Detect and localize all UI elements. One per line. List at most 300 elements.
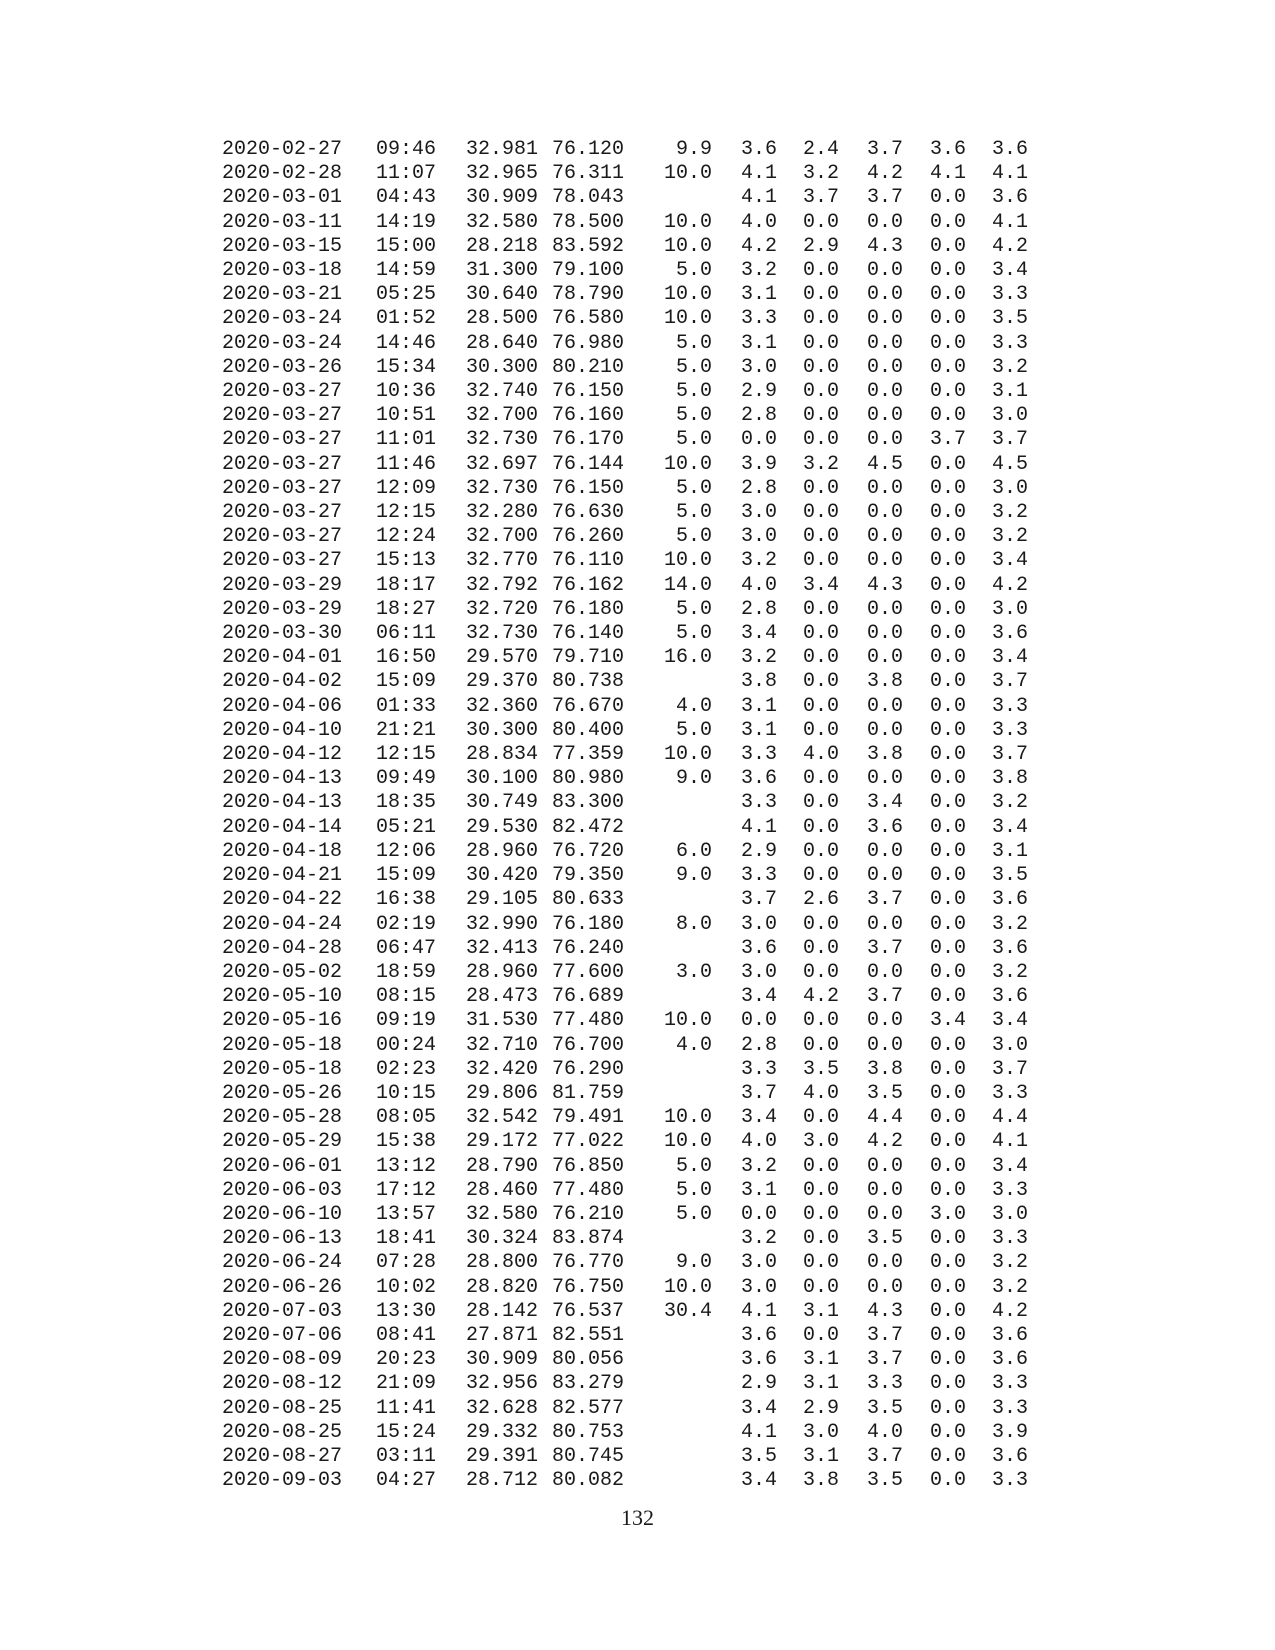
date-cell: 2020-05-29 [222,1130,343,1154]
value-1-cell: 3.0 [740,912,777,936]
latitude-cell: 32.360 [466,694,539,718]
date-cell: 2020-08-25 [222,1396,343,1420]
time-cell: 16:50 [376,646,437,670]
depth-cell: 5.0 [675,380,712,404]
date-cell: 2020-04-13 [222,767,343,791]
value-1-cell: 4.1 [740,1299,777,1323]
longitude-cell: 81.759 [552,1081,625,1105]
date-cell: 2020-04-02 [222,670,343,694]
value-4-cell: 0.0 [929,1444,966,1468]
value-2-cell: 0.0 [802,767,839,791]
value-5-cell: 3.6 [991,1348,1028,1372]
depth-cell: 5.0 [675,259,712,283]
value-3-cell: 4.0 [866,1420,903,1444]
depth-cell [630,888,712,912]
date-cell: 2020-03-30 [222,622,343,646]
value-4-cell: 0.0 [929,283,966,307]
value-4-cell: 0.0 [929,452,966,476]
time-cell: 09:46 [376,138,437,161]
time-cell: 08:15 [376,985,437,1009]
date-cell: 2020-02-27 [222,138,343,161]
value-4-cell: 0.0 [929,234,966,258]
table-row [222,307,1028,331]
table-row [222,1276,1028,1300]
value-4-cell: 0.0 [929,1251,966,1275]
depth-cell: 10.0 [663,283,712,307]
value-3-cell: 4.2 [866,1130,903,1154]
time-cell: 15:34 [376,355,437,379]
depth-cell [630,1082,712,1106]
value-3-cell: 3.8 [866,743,903,767]
value-2-cell: 3.5 [802,1057,839,1081]
value-4-cell: 0.0 [929,670,966,694]
value-1-cell: 2.8 [740,404,777,428]
date-cell: 2020-06-01 [222,1154,343,1178]
date-cell: 2020-05-16 [222,1009,343,1033]
date-cell: 2020-03-26 [222,355,343,379]
value-1-cell: 3.0 [740,1275,777,1299]
date-cell: 2020-03-27 [222,428,343,452]
longitude-cell: 80.633 [552,888,625,912]
date-cell: 2020-05-26 [222,1081,343,1105]
longitude-cell: 83.592 [552,234,625,258]
value-1-cell: 3.4 [740,1106,777,1130]
value-1-cell: 3.5 [740,1444,777,1468]
latitude-cell: 30.324 [466,1227,539,1251]
date-cell: 2020-08-25 [222,1420,343,1444]
value-2-cell: 0.0 [802,670,839,694]
table-row [222,670,1028,694]
time-cell: 14:46 [376,331,437,355]
time-cell: 04:27 [376,1469,437,1493]
latitude-cell: 28.142 [466,1299,539,1323]
value-5-cell: 3.2 [991,501,1028,525]
time-cell: 21:09 [376,1372,437,1396]
value-1-cell: 0.0 [740,428,777,452]
value-5-cell: 3.2 [991,1275,1028,1299]
depth-cell: 5.0 [675,428,712,452]
date-cell: 2020-04-14 [222,815,343,839]
latitude-cell: 30.749 [466,791,539,815]
latitude-cell: 32.697 [466,452,539,476]
depth-cell: 30.4 [663,1299,712,1323]
time-cell: 05:21 [376,815,437,839]
depth-cell: 10.0 [663,1106,712,1130]
value-3-cell: 3.7 [866,985,903,1009]
value-4-cell: 0.0 [929,694,966,718]
depth-cell [630,1421,712,1445]
longitude-cell: 76.120 [552,138,625,161]
depth-cell [630,1348,712,1372]
value-1-cell: 3.1 [740,718,777,742]
value-5-cell: 3.2 [991,791,1028,815]
table-row [222,1300,1028,1324]
date-cell: 2020-03-11 [222,210,343,234]
longitude-cell: 77.480 [552,1009,625,1033]
table-row [222,791,1028,815]
value-2-cell: 0.0 [802,1275,839,1299]
value-5-cell: 3.3 [991,1469,1028,1493]
value-3-cell: 3.5 [866,1227,903,1251]
value-4-cell: 0.0 [929,259,966,283]
depth-cell: 10.0 [663,210,712,234]
value-5-cell: 4.1 [991,210,1028,234]
value-4-cell: 0.0 [929,1033,966,1057]
value-5-cell: 3.7 [991,428,1028,452]
latitude-cell: 29.172 [466,1130,539,1154]
latitude-cell: 30.420 [466,864,539,888]
latitude-cell: 30.909 [466,186,539,210]
longitude-cell: 76.537 [552,1299,625,1323]
value-2-cell: 0.0 [802,307,839,331]
date-cell: 2020-03-15 [222,234,343,258]
value-1-cell: 3.2 [740,646,777,670]
value-3-cell: 0.0 [866,960,903,984]
longitude-cell: 76.240 [552,936,625,960]
date-cell: 2020-04-13 [222,791,343,815]
latitude-cell: 30.640 [466,283,539,307]
longitude-cell: 76.150 [552,380,625,404]
value-3-cell: 4.2 [866,162,903,186]
value-3-cell: 0.0 [866,1202,903,1226]
value-5-cell: 3.6 [991,936,1028,960]
time-cell: 18:35 [376,791,437,815]
value-1-cell: 3.7 [740,1081,777,1105]
value-3-cell: 0.0 [866,718,903,742]
value-2-cell: 0.0 [802,718,839,742]
value-5-cell: 3.6 [991,1323,1028,1347]
value-3-cell: 3.4 [866,791,903,815]
depth-cell: 5.0 [675,718,712,742]
time-cell: 14:59 [376,259,437,283]
latitude-cell: 32.990 [466,912,539,936]
table-row [222,1251,1028,1275]
value-3-cell: 0.0 [866,1275,903,1299]
value-2-cell: 0.0 [802,428,839,452]
value-2-cell: 0.0 [802,597,839,621]
value-1-cell: 3.9 [740,452,777,476]
longitude-cell: 76.170 [552,428,625,452]
value-2-cell: 0.0 [802,1178,839,1202]
value-1-cell: 4.2 [740,234,777,258]
date-cell: 2020-06-10 [222,1202,343,1226]
time-cell: 12:06 [376,839,437,863]
table-row [222,598,1028,622]
value-1-cell: 3.6 [740,767,777,791]
time-cell: 00:24 [376,1033,437,1057]
value-5-cell: 3.0 [991,1202,1028,1226]
table-row [222,1227,1028,1251]
date-cell: 2020-03-27 [222,525,343,549]
latitude-cell: 32.792 [466,573,539,597]
table-row [222,1009,1028,1033]
value-2-cell: 0.0 [802,355,839,379]
value-4-cell: 0.0 [929,936,966,960]
value-3-cell: 0.0 [866,380,903,404]
value-1-cell: 3.6 [740,1323,777,1347]
depth-cell [630,1324,712,1348]
longitude-cell: 77.600 [552,960,625,984]
value-1-cell: 3.3 [740,307,777,331]
latitude-cell: 32.700 [466,525,539,549]
depth-cell [630,1058,712,1082]
latitude-cell: 28.960 [466,839,539,863]
depth-cell: 5.0 [675,622,712,646]
longitude-cell: 79.100 [552,259,625,283]
latitude-cell: 29.570 [466,646,539,670]
value-2-cell: 0.0 [802,622,839,646]
table-row [222,1155,1028,1179]
value-2-cell: 3.1 [802,1444,839,1468]
value-5-cell: 3.3 [991,283,1028,307]
value-2-cell: 2.9 [802,234,839,258]
time-cell: 01:52 [376,307,437,331]
time-cell: 14:19 [376,210,437,234]
value-2-cell: 0.0 [802,960,839,984]
depth-cell: 9.9 [675,138,712,161]
value-2-cell: 0.0 [802,1202,839,1226]
value-3-cell: 3.7 [866,138,903,161]
value-3-cell: 3.6 [866,815,903,839]
table-row [222,695,1028,719]
table-row [222,816,1028,840]
value-1-cell: 2.9 [740,1372,777,1396]
time-cell: 03:11 [376,1444,437,1468]
value-4-cell: 0.0 [929,476,966,500]
table-row [222,1421,1028,1445]
date-cell: 2020-09-03 [222,1469,343,1493]
latitude-cell: 32.956 [466,1372,539,1396]
longitude-cell: 80.082 [552,1469,625,1493]
longitude-cell: 76.689 [552,985,625,1009]
latitude-cell: 28.800 [466,1251,539,1275]
longitude-cell: 82.472 [552,815,625,839]
value-4-cell: 0.0 [929,718,966,742]
value-2-cell: 4.2 [802,985,839,1009]
table-row [222,1106,1028,1130]
date-cell: 2020-03-24 [222,307,343,331]
latitude-cell: 29.806 [466,1081,539,1105]
table-row [222,477,1028,501]
value-4-cell: 0.0 [929,791,966,815]
depth-cell: 6.0 [675,839,712,863]
latitude-cell: 32.580 [466,210,539,234]
date-cell: 2020-05-10 [222,985,343,1009]
value-5-cell: 4.2 [991,1299,1028,1323]
depth-cell: 10.0 [663,1275,712,1299]
depth-cell [630,1469,712,1493]
longitude-cell: 76.162 [552,573,625,597]
latitude-cell: 27.871 [466,1323,539,1347]
latitude-cell: 28.500 [466,307,539,331]
value-3-cell: 0.0 [866,1251,903,1275]
date-cell: 2020-03-27 [222,452,343,476]
value-4-cell: 0.0 [929,622,966,646]
depth-cell: 10.0 [663,1130,712,1154]
value-2-cell: 3.4 [802,573,839,597]
date-cell: 2020-03-24 [222,331,343,355]
date-cell: 2020-03-18 [222,259,343,283]
latitude-cell: 32.420 [466,1057,539,1081]
longitude-cell: 76.144 [552,452,625,476]
latitude-cell: 28.460 [466,1178,539,1202]
value-4-cell: 0.0 [929,1081,966,1105]
longitude-cell: 76.630 [552,501,625,525]
value-3-cell: 0.0 [866,404,903,428]
value-3-cell: 0.0 [866,210,903,234]
value-4-cell: 0.0 [929,767,966,791]
value-5-cell: 3.8 [991,767,1028,791]
table-row [222,1058,1028,1082]
value-5-cell: 3.2 [991,1251,1028,1275]
latitude-cell: 32.542 [466,1106,539,1130]
table-row [222,1397,1028,1421]
value-5-cell: 3.5 [991,307,1028,331]
value-3-cell: 3.7 [866,888,903,912]
value-4-cell: 0.0 [929,597,966,621]
latitude-cell: 30.300 [466,718,539,742]
date-cell: 2020-03-27 [222,404,343,428]
value-1-cell: 4.1 [740,1420,777,1444]
table-row [222,380,1028,404]
value-1-cell: 3.3 [740,1057,777,1081]
longitude-cell: 76.700 [552,1033,625,1057]
depth-cell [630,985,712,1009]
time-cell: 02:19 [376,912,437,936]
value-3-cell: 3.7 [866,1444,903,1468]
value-2-cell: 4.0 [802,1081,839,1105]
value-3-cell: 0.0 [866,1009,903,1033]
depth-cell: 9.0 [675,1251,712,1275]
longitude-cell: 76.770 [552,1251,625,1275]
depth-cell: 5.0 [675,1202,712,1226]
longitude-cell: 76.311 [552,162,625,186]
value-4-cell: 4.1 [929,162,966,186]
value-3-cell: 0.0 [866,767,903,791]
longitude-cell: 78.500 [552,210,625,234]
table-row [222,1179,1028,1203]
date-cell: 2020-03-27 [222,501,343,525]
latitude-cell: 28.790 [466,1154,539,1178]
value-5-cell: 3.5 [991,864,1028,888]
longitude-cell: 78.043 [552,186,625,210]
time-cell: 21:21 [376,718,437,742]
latitude-cell: 32.700 [466,404,539,428]
value-2-cell: 0.0 [802,404,839,428]
table-row [222,1082,1028,1106]
time-cell: 11:41 [376,1396,437,1420]
value-5-cell: 4.2 [991,234,1028,258]
time-cell: 05:25 [376,283,437,307]
value-2-cell: 0.0 [802,1323,839,1347]
value-5-cell: 3.6 [991,985,1028,1009]
date-cell: 2020-07-06 [222,1323,343,1347]
table-row [222,1445,1028,1469]
time-cell: 18:27 [376,597,437,621]
value-3-cell: 0.0 [866,694,903,718]
date-cell: 2020-04-22 [222,888,343,912]
time-cell: 18:17 [376,573,437,597]
latitude-cell: 32.770 [466,549,539,573]
latitude-cell: 32.740 [466,380,539,404]
longitude-cell: 76.750 [552,1275,625,1299]
value-1-cell: 3.3 [740,791,777,815]
value-1-cell: 3.2 [740,1227,777,1251]
depth-cell: 3.0 [675,960,712,984]
value-3-cell: 0.0 [866,597,903,621]
time-cell: 15:24 [376,1420,437,1444]
time-cell: 13:57 [376,1202,437,1226]
depth-cell: 10.0 [663,743,712,767]
value-1-cell: 3.3 [740,743,777,767]
value-5-cell: 3.7 [991,743,1028,767]
depth-cell: 4.0 [675,1033,712,1057]
value-4-cell: 0.0 [929,1178,966,1202]
longitude-cell: 77.359 [552,743,625,767]
value-2-cell: 0.0 [802,1033,839,1057]
value-2-cell: 2.6 [802,888,839,912]
value-2-cell: 0.0 [802,380,839,404]
value-1-cell: 3.8 [740,670,777,694]
depth-cell: 8.0 [675,912,712,936]
depth-cell: 10.0 [663,307,712,331]
depth-cell: 5.0 [675,597,712,621]
value-5-cell: 4.4 [991,1106,1028,1130]
value-1-cell: 2.8 [740,597,777,621]
value-4-cell: 0.0 [929,1420,966,1444]
time-cell: 10:36 [376,380,437,404]
value-3-cell: 0.0 [866,839,903,863]
time-cell: 17:12 [376,1178,437,1202]
value-4-cell: 0.0 [929,1469,966,1493]
date-cell: 2020-06-24 [222,1251,343,1275]
time-cell: 12:15 [376,743,437,767]
value-2-cell: 0.0 [802,476,839,500]
value-4-cell: 0.0 [929,501,966,525]
value-1-cell: 3.1 [740,283,777,307]
value-4-cell: 0.0 [929,912,966,936]
value-1-cell: 4.1 [740,162,777,186]
value-4-cell: 0.0 [929,186,966,210]
time-cell: 04:43 [376,186,437,210]
value-1-cell: 2.9 [740,380,777,404]
table-row [222,235,1028,259]
depth-cell: 10.0 [663,549,712,573]
table-row [222,501,1028,525]
value-1-cell: 3.1 [740,694,777,718]
value-2-cell: 3.8 [802,1469,839,1493]
table-row [222,985,1028,1009]
latitude-cell: 28.834 [466,743,539,767]
latitude-cell: 32.730 [466,622,539,646]
latitude-cell: 28.820 [466,1275,539,1299]
table-row [222,186,1028,210]
time-cell: 02:23 [376,1057,437,1081]
time-cell: 10:51 [376,404,437,428]
time-cell: 15:38 [376,1130,437,1154]
longitude-cell: 80.056 [552,1348,625,1372]
value-2-cell: 0.0 [802,815,839,839]
table-row [222,356,1028,380]
value-4-cell: 0.0 [929,307,966,331]
latitude-cell: 32.413 [466,936,539,960]
latitude-cell: 29.370 [466,670,539,694]
table-row [222,1130,1028,1154]
depth-cell: 16.0 [663,646,712,670]
value-2-cell: 3.2 [802,162,839,186]
table-row [222,525,1028,549]
latitude-cell: 32.720 [466,597,539,621]
